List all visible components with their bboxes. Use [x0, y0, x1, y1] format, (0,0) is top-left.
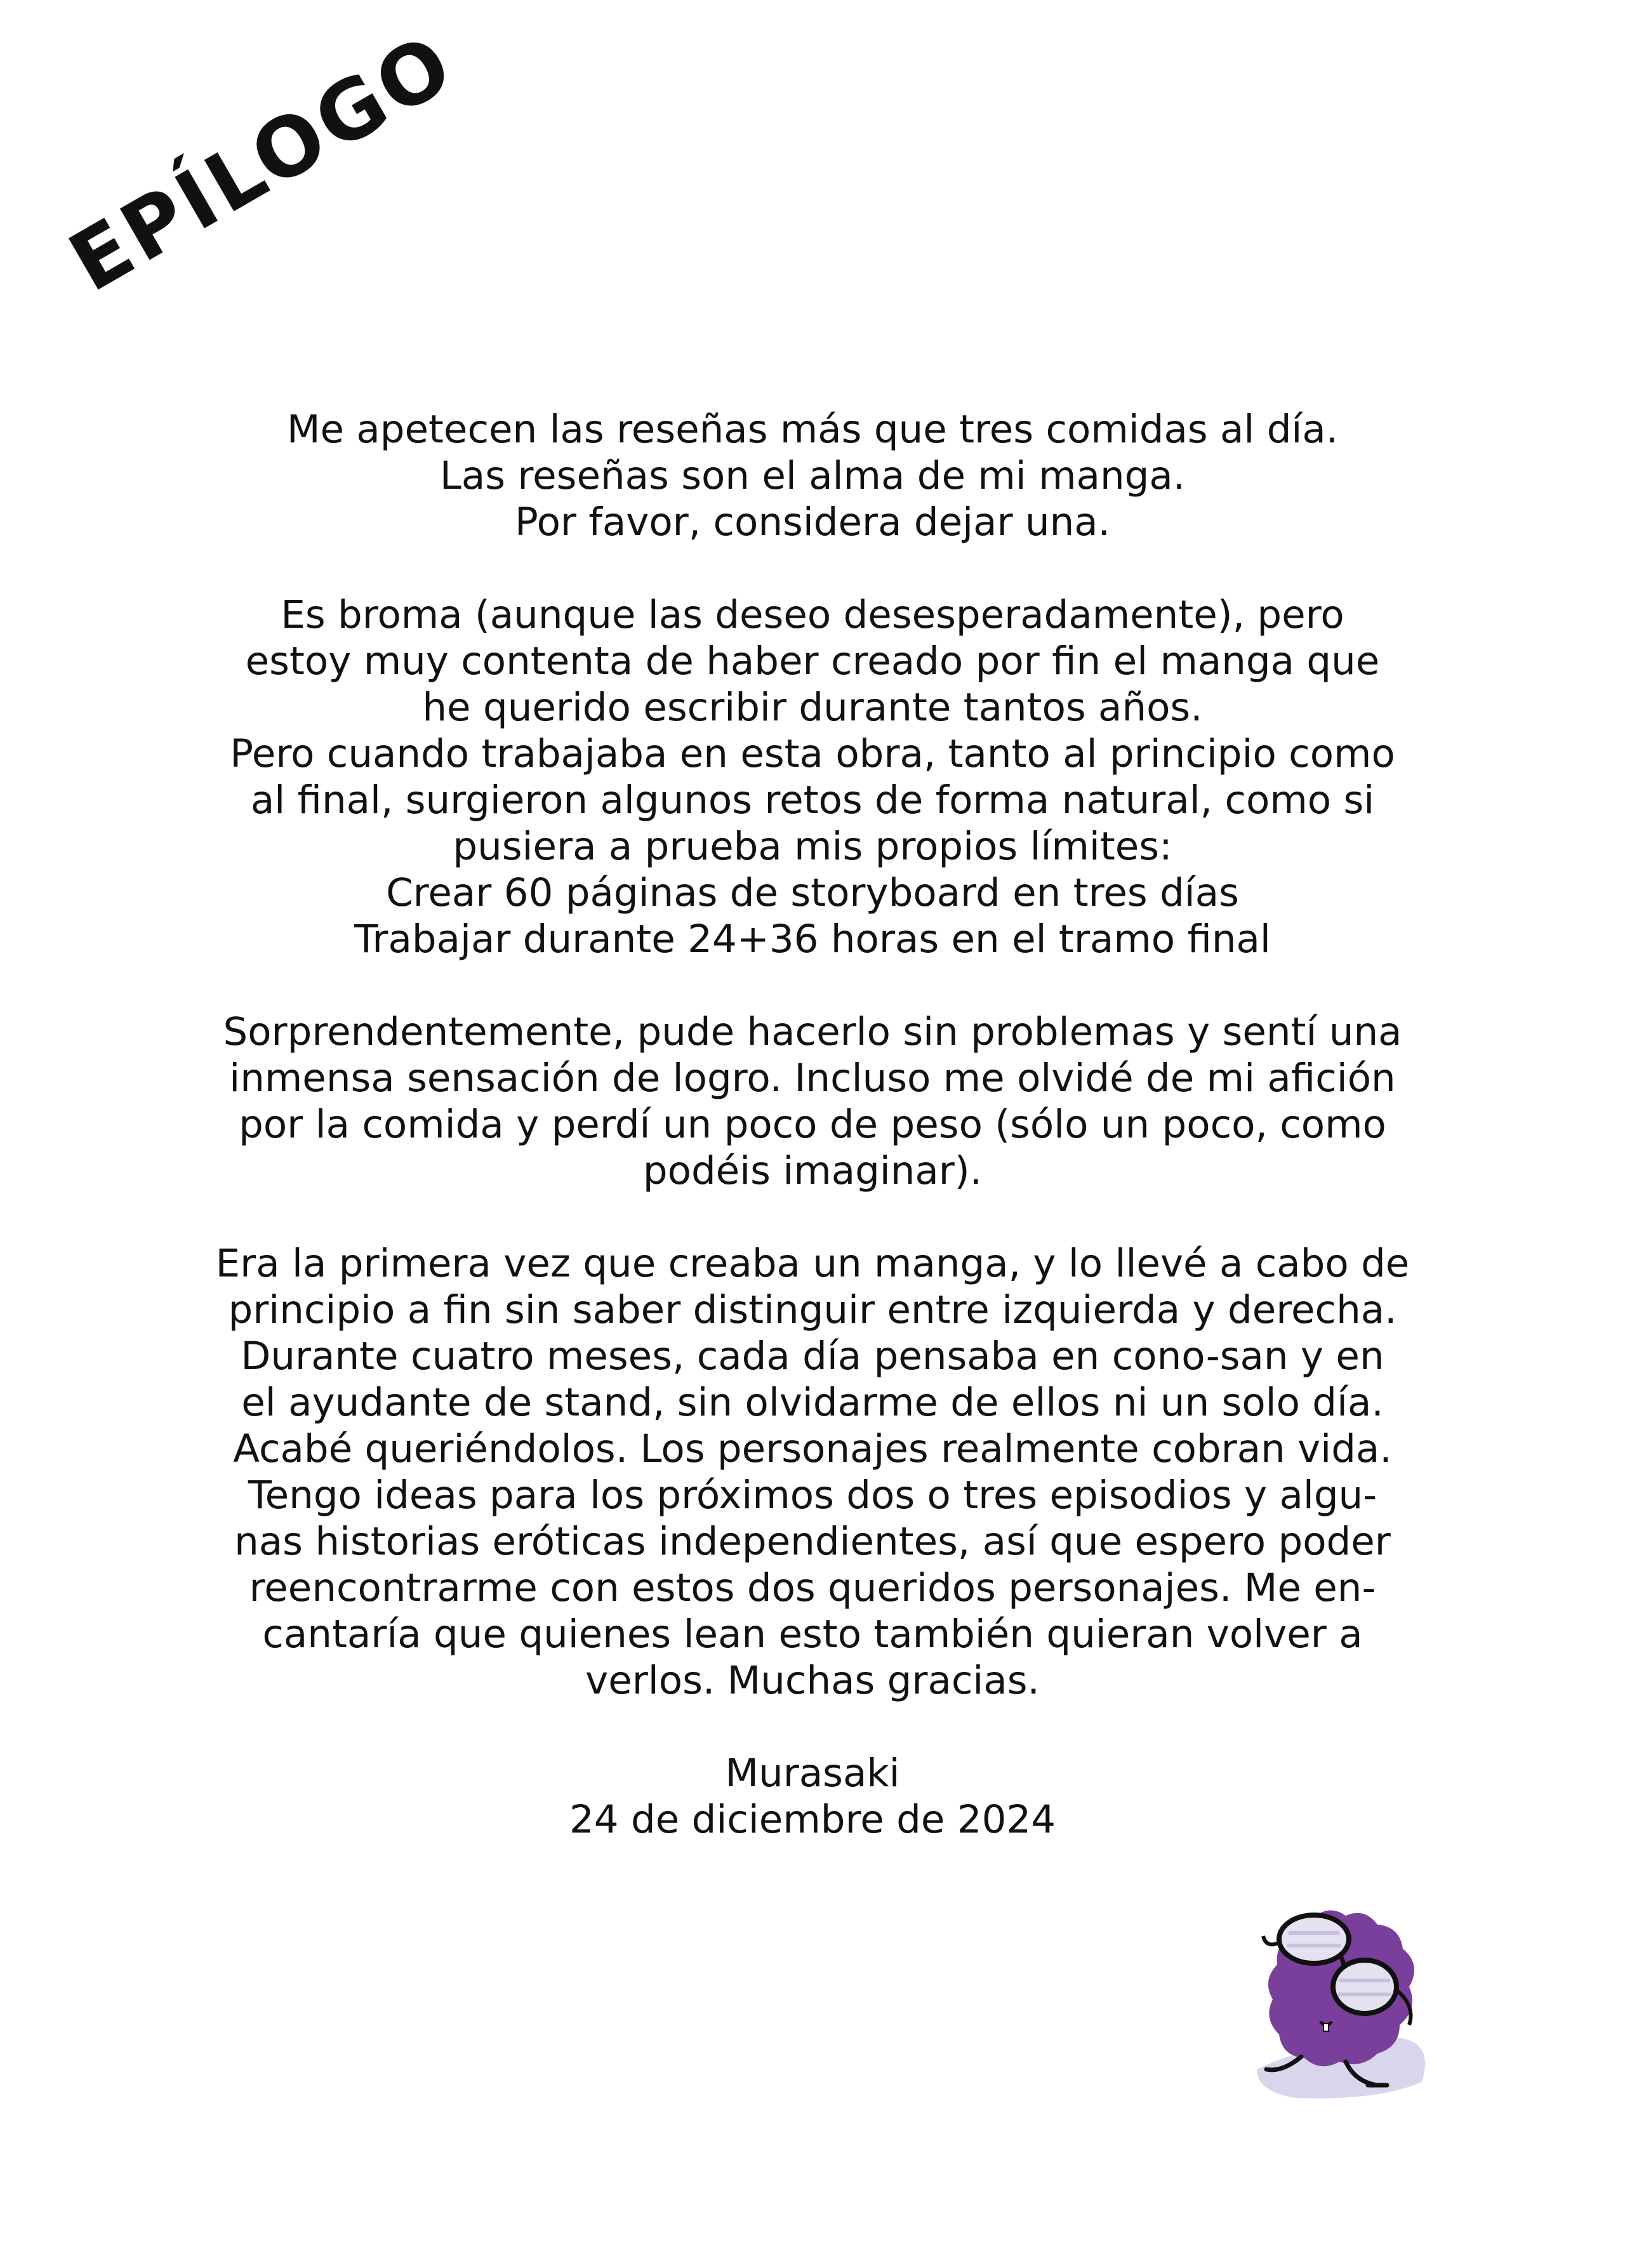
signature-date: 24 de diciembre de 2024 [569, 1797, 1056, 1842]
text-line: podéis imaginar). [642, 1148, 983, 1193]
mascot-illustration [1219, 1879, 1460, 2120]
text-line: Por favor, considera dejar una. [514, 500, 1111, 545]
text-line: he querido escribir durante tantos años. [422, 685, 1203, 730]
author-name: Murasaki [725, 1751, 900, 1796]
text-line: inmensa sensación de logro. Incluso me olvidé de mi afición [229, 1056, 1396, 1101]
text-line: Crear 60 páginas de storyboard en tres días [386, 870, 1239, 915]
text-line: estoy muy contenta de haber creado por fin el manga que [245, 639, 1380, 684]
text-line: por la comida y perdí un poco de peso (sólo un poco, como [239, 1102, 1386, 1147]
paragraph-2 [190, 592, 1435, 962]
text-line: Trabajar durante 24+36 horas en el tramo final [354, 917, 1271, 962]
text-line: al final, surgieron algunos retos de forma natural, como si [250, 778, 1375, 823]
text-line: cantaría que quienes lean esto también quieran volver a [262, 1612, 1363, 1657]
text-line: Sorprendentemente, pude hacerlo sin problemas y sentí una [223, 1009, 1402, 1054]
text-line: el ayudante de stand, sin olvidarme de ellos ni un solo día. [241, 1380, 1384, 1425]
page-title: EPÍLOGO [54, 15, 470, 310]
paragraph-1 [190, 406, 1435, 545]
text-line: verlos. Muchas gracias. [585, 1658, 1040, 1703]
text-line: Las reseñas son el alma de mi manga. [439, 453, 1186, 498]
text-line: Tengo ideas para los próximos dos o tres episodios y algu- [248, 1473, 1377, 1518]
paragraph-4 [190, 1240, 1435, 1704]
text-line: Era la primera vez que creaba un manga, y lo llevé a cabo de [215, 1241, 1410, 1286]
signature [190, 1750, 1435, 1843]
text-line: principio a fin sin saber distinguir entre izquierda y derecha. [228, 1287, 1397, 1332]
text-line: nas historias eróticas independientes, así que espero poder [234, 1519, 1391, 1564]
purple-blob-with-glasses-icon [1219, 1879, 1460, 2120]
text-line: Durante cuatro meses, cada día pensaba en cono-san y en [241, 1334, 1384, 1379]
text-line: Me apetecen las reseñas más que tres comidas al día. [286, 407, 1339, 452]
text-line: reencontrarme con estos dos queridos personajes. Me en- [249, 1565, 1376, 1610]
epilogue-text [190, 406, 1435, 1889]
text-line: pusiera a prueba mis propios límites: [453, 824, 1172, 869]
text-line: Pero cuando trabajaba en esta obra, tanto al principio como [230, 731, 1395, 776]
paragraph-3 [190, 1009, 1435, 1194]
text-line: Acabé queriéndolos. Los personajes realmente cobran vida. [233, 1426, 1392, 1471]
text-line: Es broma (aunque las deseo desesperadamente), pero [281, 592, 1344, 637]
